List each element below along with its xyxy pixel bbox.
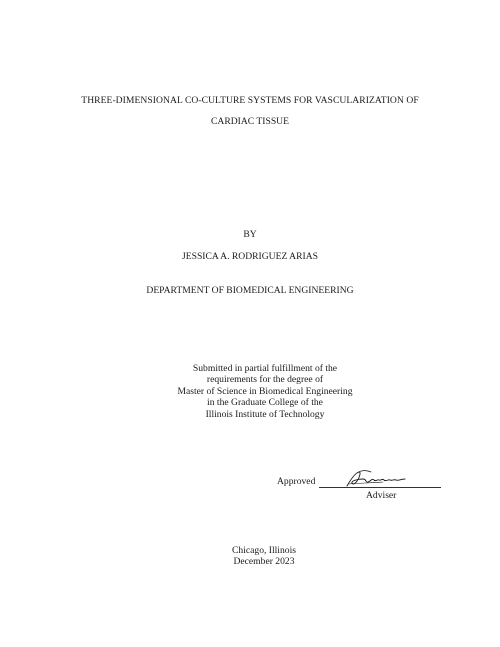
submission-line-1: Submitted in partial fulfillment of the <box>192 363 338 374</box>
submission-statement <box>0 363 500 420</box>
author-name: JESSICA A. RODRIGUEZ ARIAS <box>182 251 318 262</box>
submission-line-3: Master of Science in Biomedical Engineering <box>177 385 353 397</box>
location: Chicago, Illinois <box>232 545 296 556</box>
submission-line-5: Illinois Institute of Technology <box>205 408 325 420</box>
approved-label: Approved <box>277 476 316 487</box>
approval-block <box>277 471 447 507</box>
department-name: DEPARTMENT OF BIOMEDICAL ENGINEERING <box>146 285 354 296</box>
adviser-signature <box>343 469 413 489</box>
thesis-title-line-1: THREE-DIMENSIONAL CO-CULTURE SYSTEMS FOR VASCULARIZATION OF <box>81 95 419 106</box>
thesis-title-line-2: CARDIAC TISSUE <box>211 116 289 127</box>
by-label: BY <box>243 229 257 240</box>
submission-line-4: in the Graduate College of the <box>207 397 323 409</box>
adviser-label: Adviser <box>366 490 397 501</box>
submission-date: December 2023 <box>233 556 295 567</box>
submission-line-2: requirements for the degree of <box>206 374 324 386</box>
